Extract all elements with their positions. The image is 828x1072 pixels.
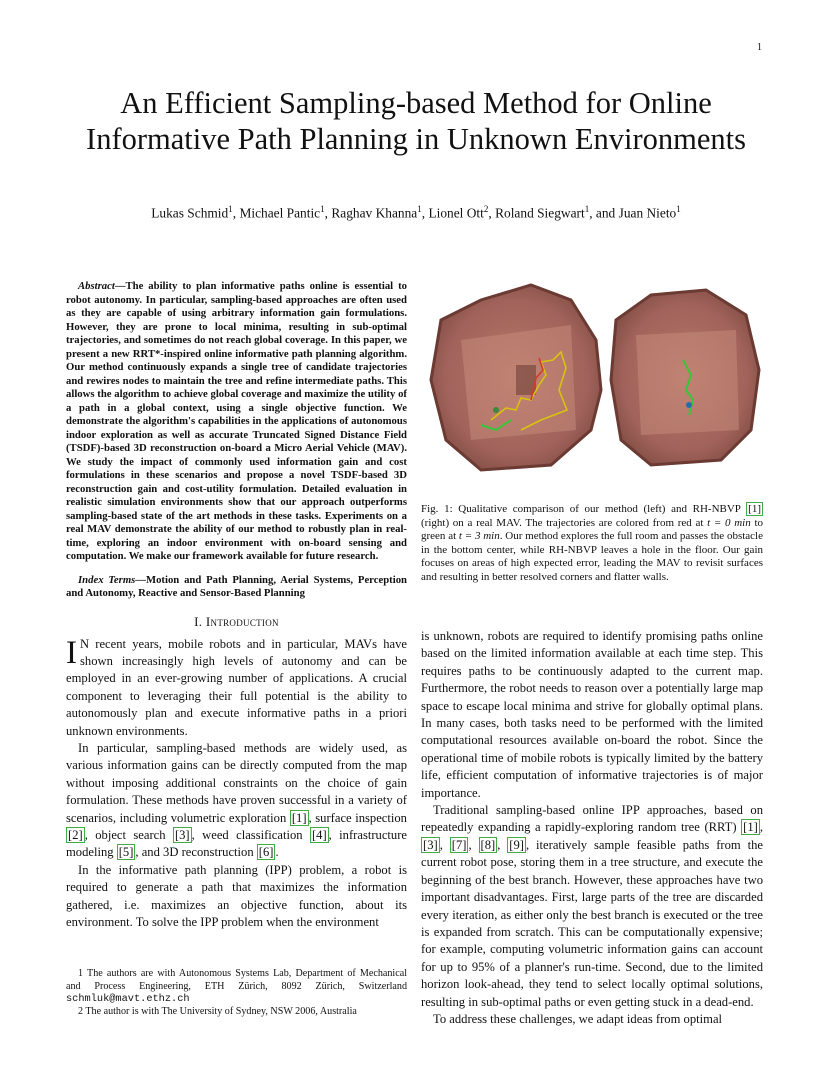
right-paragraph-1: is unknown, robots are required to identify promising paths online based on the limited information available at each time step. This requires paths to be continuously adapted to the current map. Furthermore, the robot needs to reason over a potentially large map space to escape local minima and strive for globally optimal plans. In many cases, both tasks need to be performed with the limited computational resources available on-board the robot. Since the operational time of mobile robots is typically limited by the battery life, efficient computation of informative trajectories is of major importance. bbox=[421, 629, 763, 800]
reconstruction-maps-figure bbox=[421, 280, 763, 480]
author-affiliation: 2 bbox=[483, 204, 489, 214]
author-name: Raghav Khanna bbox=[331, 205, 418, 221]
citation-link[interactable]: [3] bbox=[174, 827, 190, 842]
text-run: (right) on a real MAV. The trajectories are colored from red at bbox=[421, 516, 708, 529]
text-run: Traditional sampling-based online IPP approaches, based on repeatedly expanding a rapidly-exploring random tree (RRT) bbox=[421, 803, 763, 835]
text-run: . bbox=[275, 845, 279, 860]
citation-link[interactable]: [2] bbox=[68, 827, 83, 842]
abstract-text: —The ability to plan informative paths online is essential to robot autonomy. In particular, sampling-based approaches are often used as they are capable of using arbitrary information gain formulations. However, they are prone to local minima, resulting in sub-optimal trajectories, and sometimes do not reach global coverage. In this paper, we present a new RRT*-inspired online informative path planning algorithm. Our method continuously expands a single tree of candidate trajectories and rewires nodes to maintain the tree and refine intermediate paths. This allows the algorithm to achieve global coverage and maximize the utility of a path in a global context, using a single objective function. We demonstrate the algorithm's capabilities in the applications of autonomous indoor exploration as well as accurate Truncated Signed Distance Field (TSDF)-based 3D reconstruction on-board a Micro Aerial Vehicle (MAV). We study the impact of commonly used information gain and cost formulations in these scenarios and propose a novel TSDF-based 3D reconstruction gain and cost-utility formulation. Detailed evaluation in realistic simulation environments show that our approach outperforms sampling-based state of the art methods in these tasks. Experiments on a real MAV demonstrate the ability of our method to robustly plan in real-time, exploring an indoor environment with on-board sensing and computation. We make our framework available for future research. bbox=[66, 280, 407, 562]
citation-link[interactable]: [3] bbox=[423, 837, 438, 852]
right-map-rh-nbvp bbox=[611, 290, 759, 465]
text-run: . Our method explores the full room and passes the obstacle in the bottom center, while RH-NBVP leaves a hole in the floor. Our gain focuses on areas of high expected error, leading the MAV to revisit surfaces and resulting in better resolved corners and flatter walls. bbox=[421, 530, 763, 583]
text-run: to green at bbox=[421, 516, 764, 543]
right-paragraph-3: To address these challenges, we adapt ideas from optimal bbox=[433, 1011, 723, 1026]
author-name: Roland Siegwart bbox=[495, 205, 585, 221]
intro-text-1: N recent years, mobile robots and in particular, MAVs have shown increasingly high levels of autonomy and can be employed in an ever-growing number of applications. A crucial component to leveraging their full potential is the ability to autonomously plan and execute informative paths in a priori unknown environments. bbox=[66, 636, 407, 738]
author-name: Lionel Ott bbox=[428, 205, 484, 221]
author-affiliation: 1 bbox=[320, 204, 325, 214]
citation-link[interactable]: [1] bbox=[743, 820, 758, 835]
text-run: , iteratively sample feasible paths from the current robot pose, storing them in a tree structure, and execute the beginning of the best branch. However, these approaches have two important disadvantages. First, large parts of the tree are discarded every iteration, as either only the best branch is executed or the tree is expanded from scratch. This can be computationally expensive; for example, computing volumetric information gains can account for up to 95% of a planner's run-time. Second, due to the limited horizon look-ahead, they tend to select locally optimal solutions, resulting in sub-optimal paths or even getting stuck in a dead-end. bbox=[421, 837, 764, 1009]
citation-link[interactable]: [5] bbox=[118, 845, 134, 860]
left-column bbox=[66, 280, 407, 931]
paper-title: An Efficient Sampling-based Method for Online Informative Path Planning in Unknown Environments bbox=[86, 86, 746, 156]
abstract-label: Abstract bbox=[78, 280, 115, 292]
right-column bbox=[421, 628, 763, 1028]
intro-paragraph-3: In the informative path planning (IPP) problem, a robot is required to generate a path that maximizes the information gathered, i.e. maximizes an objective function, about its environment. To solve the IPP problem when the environment bbox=[66, 862, 407, 929]
math-time-start: t = 0 min bbox=[707, 516, 751, 529]
drop-cap: I bbox=[66, 634, 77, 671]
intro-paragraph-1 bbox=[66, 636, 407, 740]
abstract bbox=[66, 280, 407, 564]
caption-text bbox=[421, 503, 763, 585]
author-name: Michael Pantic bbox=[239, 205, 321, 221]
text-run: In particular, sampling-based methods are widely used, as various information gains can be directly computed from the map without imposing additional constraints on the choice of gain formulation. These methods have proven successful in a variety of scenarios, including volumetric exploration bbox=[66, 740, 407, 825]
citation-link[interactable]: [4] bbox=[311, 827, 327, 842]
left-map-our-method bbox=[431, 285, 601, 470]
citation-link[interactable]: [1] bbox=[291, 810, 307, 825]
math-time-end: t = 3 min bbox=[458, 530, 500, 543]
figure-1-caption bbox=[421, 503, 763, 585]
author-name: Lukas Schmid bbox=[151, 205, 229, 221]
author-email[interactable]: schmluk@mavt.ethz.ch bbox=[66, 993, 190, 1006]
footnote-1 bbox=[66, 968, 407, 1006]
author-affiliation: 1 bbox=[584, 204, 590, 214]
citation-link[interactable]: [7] bbox=[451, 837, 467, 852]
text-run: , and 3D reconstruction bbox=[135, 845, 257, 860]
author-affiliation: 1 bbox=[676, 204, 681, 214]
right-paragraph-2: Traditional sampling-based online IPP approaches, based on repeatedly expanding a rapidly-exploring random tree (RRT) [1] , [3] , [7] , [8] , [9] , iteratively sample feasible paths from the current robot pose, storing them in a tree structure, and execute the beginning of the best branch. However, these approaches have two important disadvantages. First, large parts of the tree are discarded every iteration, as either only the best branch is executed or the tree is expanded from scratch. This can be computationally expensive; for example, computing volumetric information gains can account for up to 95% of a planner's run-time. Second, due to the limited horizon look-ahead, they tend to select locally optimal solutions, resulting in sub-optimal paths or even getting stuck in a dead-end. bbox=[421, 803, 764, 1009]
section-title: I. Introduction bbox=[194, 613, 279, 629]
index-terms-text: —Motion and Path Planning, Aerial Systems, Perception and Autonomy, Reactive and Sensor-Based Planning bbox=[66, 573, 407, 599]
citation-link[interactable]: [9] bbox=[509, 837, 524, 852]
text-run: , surface inspection bbox=[308, 810, 407, 825]
footnotes bbox=[66, 968, 407, 1018]
footnote-2: 2 The author is with The University of Sydney, NSW 2006, Australia bbox=[78, 1005, 357, 1017]
text-run: , object search bbox=[84, 827, 173, 842]
author-affiliation: 1 bbox=[417, 204, 422, 214]
author-list: Lukas Schmid$^1$, Michael Pantic$^1$, Raghav Khanna$^1$, Lionel Ott$^2$, Roland Siegwart$^1$, and Juan Nieto$^1$ bbox=[151, 204, 681, 221]
footnote-1-text: 1 The authors are with Autonomous Systems Lab, Department of Mechanical and Process Engineering, ETH Zürich, 8092 Zürich, Switzerland bbox=[66, 968, 407, 992]
index-terms-label: Index Terms bbox=[78, 573, 136, 586]
index-terms bbox=[66, 574, 407, 601]
text-run: , infrastructure modeling bbox=[66, 827, 408, 860]
arxiv-side-identifier bbox=[0, 0, 60, 1072]
author-affiliation: 1 bbox=[228, 204, 233, 214]
citation-link[interactable]: [6] bbox=[258, 845, 274, 860]
page-number: 1 bbox=[757, 42, 762, 53]
citation-link[interactable]: [8] bbox=[480, 837, 496, 852]
citation-link[interactable]: [1] bbox=[748, 503, 761, 515]
text-run: , weed classification bbox=[191, 827, 310, 842]
intro-paragraph-2 bbox=[66, 740, 407, 862]
text-run: Fig. 1: Qualitative comparison of our method (left) and RH-NBVP bbox=[421, 503, 747, 515]
section-heading-introduction bbox=[66, 614, 407, 630]
figure-1-image bbox=[421, 280, 763, 480]
author-name: Juan Nieto bbox=[618, 205, 677, 221]
